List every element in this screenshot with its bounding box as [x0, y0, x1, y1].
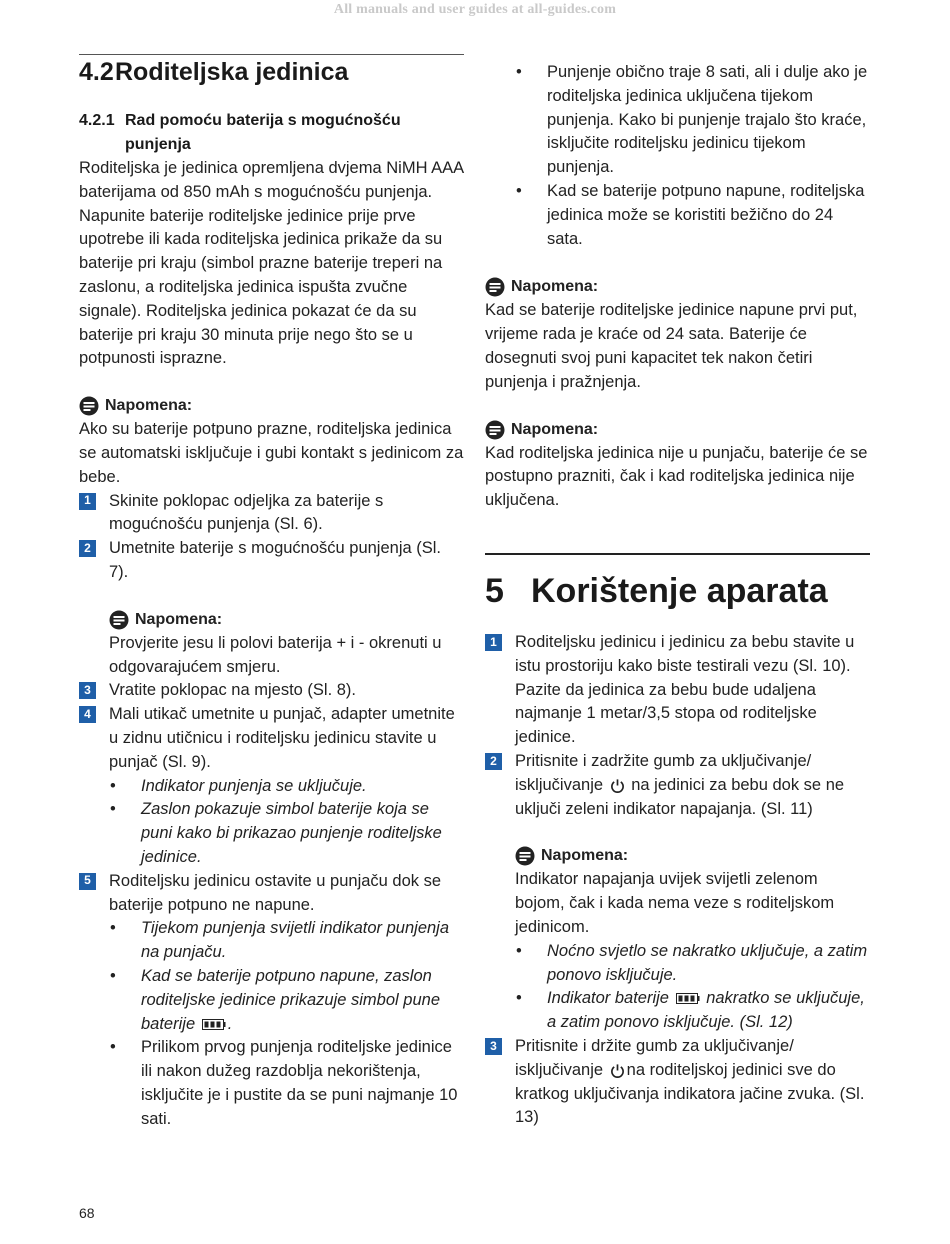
- battery-full-icon: [202, 1019, 226, 1030]
- battery-full-icon: [676, 993, 700, 1004]
- note-text: Kad se baterije roditeljske jedinice napune prvi put, vrijeme rada je kraće od 24 sata. Baterije će dosegnuti svoj puni kapacitet tek nakon četiri punjenja i pražnjenja.: [485, 301, 858, 391]
- step-text: na jedinici za bebu dok se ne uključi zeleni indikator napajanja. (Sl. 11): [515, 775, 845, 818]
- bullet-dot: •: [516, 181, 522, 200]
- bullet-dot: •: [516, 989, 522, 1008]
- list-item: [515, 940, 870, 988]
- right-column: [485, 61, 870, 1130]
- page-number: 68: [79, 1205, 95, 1221]
- note-block: [485, 418, 870, 513]
- bullet-text-wrap: Kad se baterije potpuno napune, zaslon roditeljske jedinice prikazuje simbol pune baterije .: [141, 966, 440, 1033]
- step-number-badge: 1: [79, 493, 96, 510]
- note-block: [79, 394, 464, 489]
- step-text: Pritisnite i držite gumb za uključivanje/ isključivanje: [515, 1036, 794, 1079]
- bullet-text: Kad se baterije potpuno napune, roditeljska jedinica može se koristiti bežično do 24 sata.: [547, 181, 865, 248]
- chapter-rule: [485, 553, 870, 555]
- note-block: [485, 844, 870, 1035]
- bullet-list: [79, 917, 464, 1131]
- note-text: Indikator napajanja uvijek svijetli zelenom bojom, čak i kada nema veze s roditeljskom jedinicom.: [515, 870, 835, 936]
- step-text: na roditeljskoj jedinici sve do kratkog uključivanja indikatora jačine zvuka. (Sl. 13): [515, 1060, 865, 1127]
- step-text: Skinite poklopac odjeljka za baterije s mogućnošću punjenja (Sl. 6).: [109, 491, 384, 534]
- step-number-badge: 3: [485, 1038, 502, 1055]
- chapter-title: Korištenje aparata: [531, 571, 828, 610]
- bullet-text: Tijekom punjenja svijetli indikator punjenja na punjaču.: [141, 919, 450, 962]
- note-icon: [515, 846, 535, 866]
- section-title: Roditeljska jedinica: [115, 58, 349, 86]
- step-number-badge: 2: [79, 540, 96, 557]
- note-text: Ako su baterije potpuno prazne, roditeljska jedinica se automatski isključuje i gubi kontakt s jedinicom za bebe.: [79, 420, 464, 486]
- list-item: [109, 965, 464, 1036]
- note-icon: [109, 610, 129, 630]
- bullet-dot: •: [110, 919, 116, 938]
- list-item: [515, 987, 870, 1035]
- subsection-title-line1: Rad pomoću baterija s mogućnošću: [125, 112, 401, 129]
- subsection-number: 4.2.1: [79, 112, 115, 129]
- list-item: [109, 775, 464, 799]
- list-item: [109, 917, 464, 965]
- step-text: Roditeljsku jedinicu ostavite u punjaču dok se baterije potpuno ne napune.: [109, 871, 442, 914]
- step-item: [79, 537, 464, 585]
- step-text: Umetnite baterije s mogućnošću punjenja (Sl. 7).: [109, 539, 442, 581]
- bullet-text: Kad se baterije potpuno napune, zaslon roditeljske jedinice prikazuje simbol pune baterije: [141, 966, 440, 1033]
- bullet-text: Zaslon pokazuje simbol baterije koja se puni kako bi prikazao punjenje roditeljske jedinice.: [141, 800, 442, 866]
- section-number: 4.2: [79, 58, 114, 86]
- note-title: Napomena:: [105, 397, 193, 415]
- power-icon: [610, 1063, 625, 1078]
- step-item: [79, 703, 464, 774]
- section-heading: [79, 57, 464, 87]
- step-number-badge: 1: [485, 634, 502, 651]
- bullet-dot: •: [110, 800, 116, 819]
- section-rule: [79, 54, 464, 55]
- step-item: [79, 679, 464, 703]
- bullet-dot: •: [516, 941, 522, 960]
- note-heading: [485, 418, 870, 442]
- paragraph-charge-info: Napunite baterije roditeljske jedinice prije prve upotrebe ili kada roditeljska jedinica prikaže da su baterije pri kraju (simbol prazne baterije treperi na zaslonu, a roditeljska jedinica ispušta zvučne signale). Roditeljska jedinica pokazat će da su baterije pri kraju 30 minuta prije nego što se u potpunosti isprazne.: [79, 206, 443, 368]
- note-heading: [79, 394, 464, 418]
- bullet-list: [485, 61, 870, 251]
- bullet-text: Indikator baterije: [547, 989, 669, 1008]
- list-item: [515, 180, 870, 251]
- step-item: [485, 631, 870, 750]
- note-title: Napomena:: [135, 610, 223, 628]
- note-heading: [109, 608, 464, 632]
- note-heading: [515, 844, 870, 868]
- left-column: [79, 54, 464, 1131]
- power-icon: [610, 778, 625, 793]
- note-title: Napomena:: [541, 847, 629, 865]
- watermark: All manuals and user guides at all-guides.com: [333, 2, 617, 17]
- list-item: [109, 798, 464, 869]
- bullet-text: nakratko se uključuje, a zatim ponovo isključuje. (Sl. 12): [547, 989, 865, 1032]
- bullet-list: [79, 775, 464, 870]
- note-icon: [485, 420, 505, 440]
- step-text: Roditeljsku jedinicu i jedinicu za bebu stavite u istu prostoriju kako biste testirali vezu (Sl. 10). Pazite da jedinica za bebu bude udaljena najmanje 1 metar/3,5 stopa od roditeljske jedinice.: [515, 632, 855, 747]
- step-item: [79, 490, 464, 538]
- note-icon: [485, 277, 505, 297]
- step-number-badge: 2: [485, 753, 502, 770]
- step-text: Mali utikač umetnite u punjač, adapter umetnite u zidnu utičnicu i roditeljsku jedinicu stavite u punjač (Sl. 9).: [109, 705, 455, 771]
- note-text: Provjerite jesu li polovi baterija + i - okrenuti u odgovarajućem smjeru.: [109, 633, 442, 676]
- note-text: Kad roditeljska jedinica nije u punjaču, baterije će se postupno prazniti, čak i kad roditeljska jedinica nije uključena.: [485, 443, 868, 510]
- step-item: [485, 1035, 870, 1130]
- bullet-text: Prilikom prvog punjenja roditeljske jedinice ili nakon dužeg razdoblja nekorištenja, isključite je i pustite da se puni najmanje 10 sati.: [141, 1038, 458, 1128]
- subsection-heading: [79, 109, 464, 157]
- note-block: [79, 608, 464, 680]
- bullet-dot: •: [110, 776, 116, 795]
- bullet-text: Indikator punjenja se uključuje.: [141, 776, 367, 795]
- bullet-text: Noćno svjetlo se nakratko uključuje, a zatim ponovo isključuje.: [547, 941, 868, 984]
- note-icon: [79, 396, 99, 416]
- bullet-text-wrap: [547, 987, 870, 1035]
- list-item: [515, 61, 870, 180]
- step-text: Vratite poklopac na mjesto (Sl. 8).: [109, 681, 357, 700]
- step-item: [485, 750, 870, 821]
- paragraph-batteries: Roditeljska je jedinica opremljena dvjema NiMH AAA baterijama od 850 mAh s mogućnošću punjenja.: [79, 159, 464, 201]
- note-title: Napomena:: [511, 420, 599, 438]
- bullet-dot: •: [110, 966, 116, 985]
- chapter-number: 5: [485, 571, 504, 610]
- step-number-badge: 5: [79, 873, 96, 890]
- step-text-wrap: [515, 1035, 870, 1130]
- bullet-dot: •: [110, 1038, 116, 1057]
- bullet-dot: •: [516, 63, 522, 81]
- step-number-badge: 3: [79, 682, 96, 699]
- note-title: Napomena:: [511, 278, 599, 296]
- note-heading: [485, 275, 870, 299]
- note-block: [485, 275, 870, 394]
- step-item: [79, 870, 464, 918]
- bullet-text: Punjenje obično traje 8 sati, ali i dulje ako je roditeljska jedinica uključena tijekom punjenja. Kako bi punjenje trajalo što kraće, isključite roditeljsku jedinicu tijekom punjenja.: [547, 63, 868, 177]
- step-number-badge: 4: [79, 706, 96, 723]
- chapter-heading: [485, 571, 870, 611]
- step-text: Pritisnite i zadržite gumb za uključivanje/ isključivanje: [515, 751, 812, 794]
- list-item: [109, 1036, 464, 1131]
- step-text-wrap: [515, 750, 870, 821]
- subsection-title-line2: punjenja: [125, 136, 191, 153]
